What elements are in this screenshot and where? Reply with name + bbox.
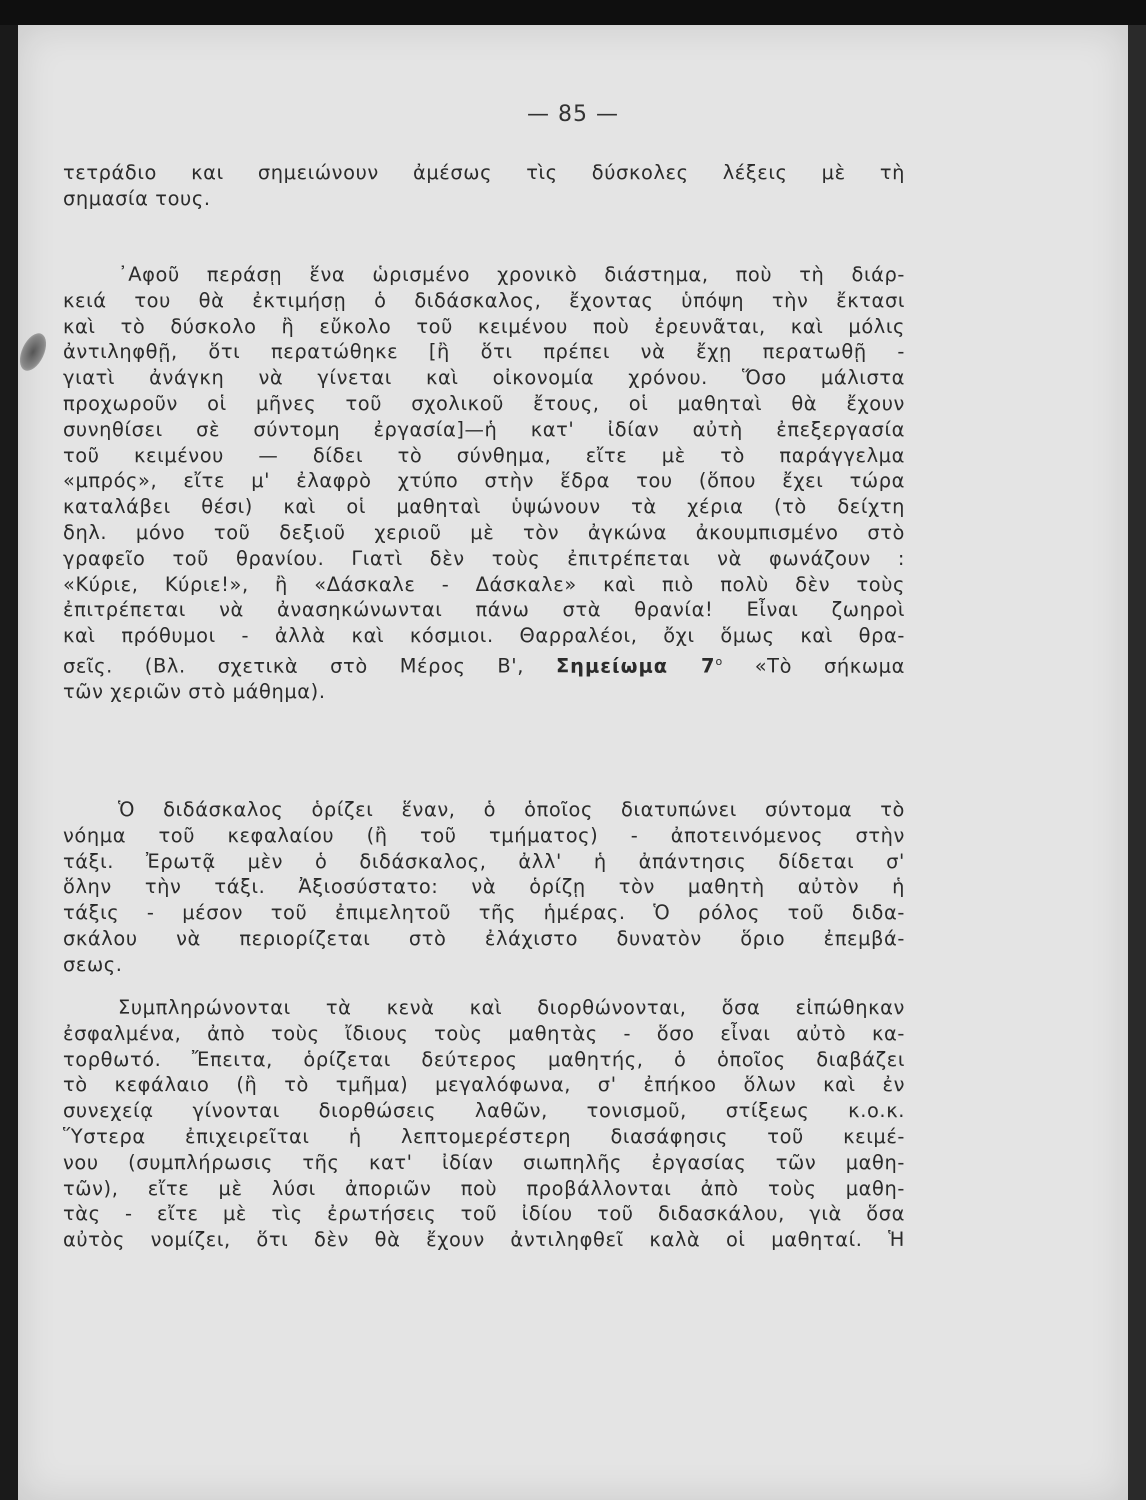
paragraph-1 bbox=[63, 160, 905, 212]
text-line: καὶ τὸ δύσκολο ἢ εὔκολο τοῦ κειμένου ποὺ ἐρευνᾶται, καὶ μόλις bbox=[63, 314, 905, 338]
scan-top-border bbox=[0, 0, 1146, 25]
scan-right-border bbox=[1128, 25, 1146, 1500]
text-line: προχωροῦν οἱ μῆνες τοῦ σχολικοῦ ἔτους, οἱ μαθηταὶ θὰ ἔχουν bbox=[63, 391, 905, 415]
text-line: τάξι. Ἐρωτᾷ μὲν ὁ διδάσκαλος, ἀλλ' ἡ ἀπάντησις δίδεται σ' bbox=[63, 849, 905, 873]
text-line: ᾿Αφοῦ περάσῃ ἕνα ὡρισμένο χρονικὸ διάστημα, ποὺ τὴ διάρ- bbox=[118, 263, 905, 286]
text-line: σεως. bbox=[63, 952, 123, 976]
text-line-start: σεῖς. (Βλ. σχετικὰ στὸ Μέρος Β', bbox=[63, 654, 556, 678]
book-page bbox=[18, 25, 1128, 1500]
text-line: αὐτὸς νομίζει, ὅτι δὲν θὰ ἔχουν ἀντιληφθεῖ καλὰ οἱ μαθηταί. Ἡ bbox=[63, 1228, 905, 1252]
text-line: κειά του θὰ ἐκτιμήσῃ ὁ διδάσκαλος, ἔχοντας ὑπόψη τὴν ἔκτασι bbox=[63, 288, 905, 312]
text-line: Συμπληρώνονται τὰ κενὰ καὶ διορθώνονται, ὅσα εἰπώθηκαν bbox=[118, 996, 905, 1019]
text-line: «Κύριε, Κύριε!», ἢ «Δάσκαλε - Δάσκαλε» καὶ πιὸ πολὺ δὲν τοὺς bbox=[63, 572, 905, 596]
text-line bbox=[63, 649, 905, 679]
text-line: Ὁ διδάσκαλος ὁρίζει ἕναν, ὁ ὁποῖος διατυπώνει σύντομα τὸ bbox=[118, 798, 905, 821]
text-line: τορθωτό. Ἔπειτα, ὁρίζεται δεύτερος μαθητής, ὁ ὁποῖος διαβάζει bbox=[63, 1047, 905, 1071]
text-line: συνηθίσει σὲ σύντομη ἐργασία]—ἡ κατ' ἰδίαν αὐτὴ ἐπεξεργασία bbox=[63, 417, 905, 441]
text-line: τοῦ κειμένου — δίδει τὸ σύνθημα, εἴτε μὲ τὸ παράγγελμα bbox=[63, 443, 905, 467]
text-line: ἀντιληφθῇ, ὅτι περατώθηκε [ἢ ὅτι πρέπει νὰ ἔχῃ περατωθῇ - bbox=[63, 340, 905, 364]
text-line: νόημα τοῦ κεφαλαίου (ἢ τοῦ τμήματος) - ἀποτεινόμενος στὴν bbox=[63, 823, 905, 847]
text-line: ὅλην τὴν τάξι. Ἀξιοσύστατο: νὰ ὁρίζῃ τὸν μαθητὴ αὐτὸν ἡ bbox=[63, 875, 905, 899]
text-line: σημασία τους. bbox=[63, 186, 211, 210]
note-reference: Σημείωμα 7 bbox=[555, 654, 716, 678]
text-line: καταλάβει θέσι) καὶ οἱ μαθηταὶ ὑψώνουν τὰ χέρια (τὸ δείχτη bbox=[63, 495, 905, 519]
text-line: σκάλου νὰ περιορίζεται στὸ ἐλάχιστο δυνατὸν ὅριο ἐπεμβά- bbox=[63, 926, 905, 950]
note-superscript: ο bbox=[715, 654, 723, 668]
paragraph-4 bbox=[63, 995, 905, 1253]
page-number: — 85 — bbox=[527, 102, 619, 127]
text-line: συνεχείᾳ γίνονται διορθώσεις λαθῶν, τονισμοῦ, στίξεως κ.ο.κ. bbox=[63, 1099, 905, 1123]
text-line: γιατὶ ἀνάγκη νὰ γίνεται καὶ οἰκονομία χρόνου. Ὅσο μάλιστα bbox=[63, 366, 905, 390]
text-line: νου (συμπλήρωσις τῆς κατ' ἰδίαν σιωπηλῆς ἐργασίας τῶν μαθη- bbox=[63, 1150, 905, 1174]
text-line: τετράδιο και σημειώνουν ἀμέσως τὶς δύσκολες λέξεις μὲ τὴ bbox=[63, 161, 905, 184]
text-line: γραφεῖο τοῦ θρανίου. Γιατὶ δὲν τοὺς ἐπιτρέπεται νὰ φωνάζουν : bbox=[63, 546, 905, 570]
text-line: τῶν χεριῶν στὸ μάθημα). bbox=[63, 680, 326, 704]
text-line: τὰς - εἴτε μὲ τὶς ἐρωτήσεις τοῦ ἰδίου τοῦ διδασκάλου, γιὰ ὅσα bbox=[63, 1202, 905, 1226]
text-line-end: «Τὸ σήκωμα bbox=[722, 654, 905, 678]
text-line: ἐπιτρέπεται νὰ ἀνασηκώνωνται πάνω στὰ θρανία! Εἶναι ζωηροὶ bbox=[63, 598, 905, 622]
text-line: ἐσφαλμένα, ἀπὸ τοὺς ἴδιους τοὺς μαθητὰς - ὅσο εἶναι αὐτὸ κα- bbox=[63, 1021, 905, 1045]
text-line: δηλ. μόνο τοῦ δεξιοῦ χεριοῦ μὲ τὸν ἀγκώνα ἀκουμπισμένο στὸ bbox=[63, 520, 905, 544]
text-line: καὶ πρόθυμοι - ἀλλὰ καὶ κόσμιοι. Θαρραλέοι, ὄχι ὅμως καὶ θρα- bbox=[63, 624, 905, 648]
paragraph-3 bbox=[63, 797, 905, 978]
text-line: Ὕστερα ἐπιχειρεῖται ἡ λεπτομερέστερη διασάφησις τοῦ κειμέ- bbox=[63, 1124, 905, 1148]
text-line: τάξις - μέσον τοῦ ἐπιμελητοῦ τῆς ἡμέρας. Ὁ ρόλος τοῦ διδα- bbox=[63, 901, 905, 925]
text-line: τῶν), εἴτε μὲ λύσι ἀποριῶν ποὺ προβάλλονται ἀπὸ τοὺς μαθη- bbox=[63, 1176, 905, 1200]
text-line: «μπρός», εἴτε μ' ἐλαφρὸ χτύπο στὴν ἕδρα του (ὅπου ἔχει τώρα bbox=[63, 469, 905, 493]
paragraph-2 bbox=[63, 262, 905, 705]
text-line: τὸ κεφάλαιο (ἢ τὸ τμῆμα) μεγαλόφωνα, σ' ἐπήκοο ὅλων καὶ ἐν bbox=[63, 1073, 905, 1097]
